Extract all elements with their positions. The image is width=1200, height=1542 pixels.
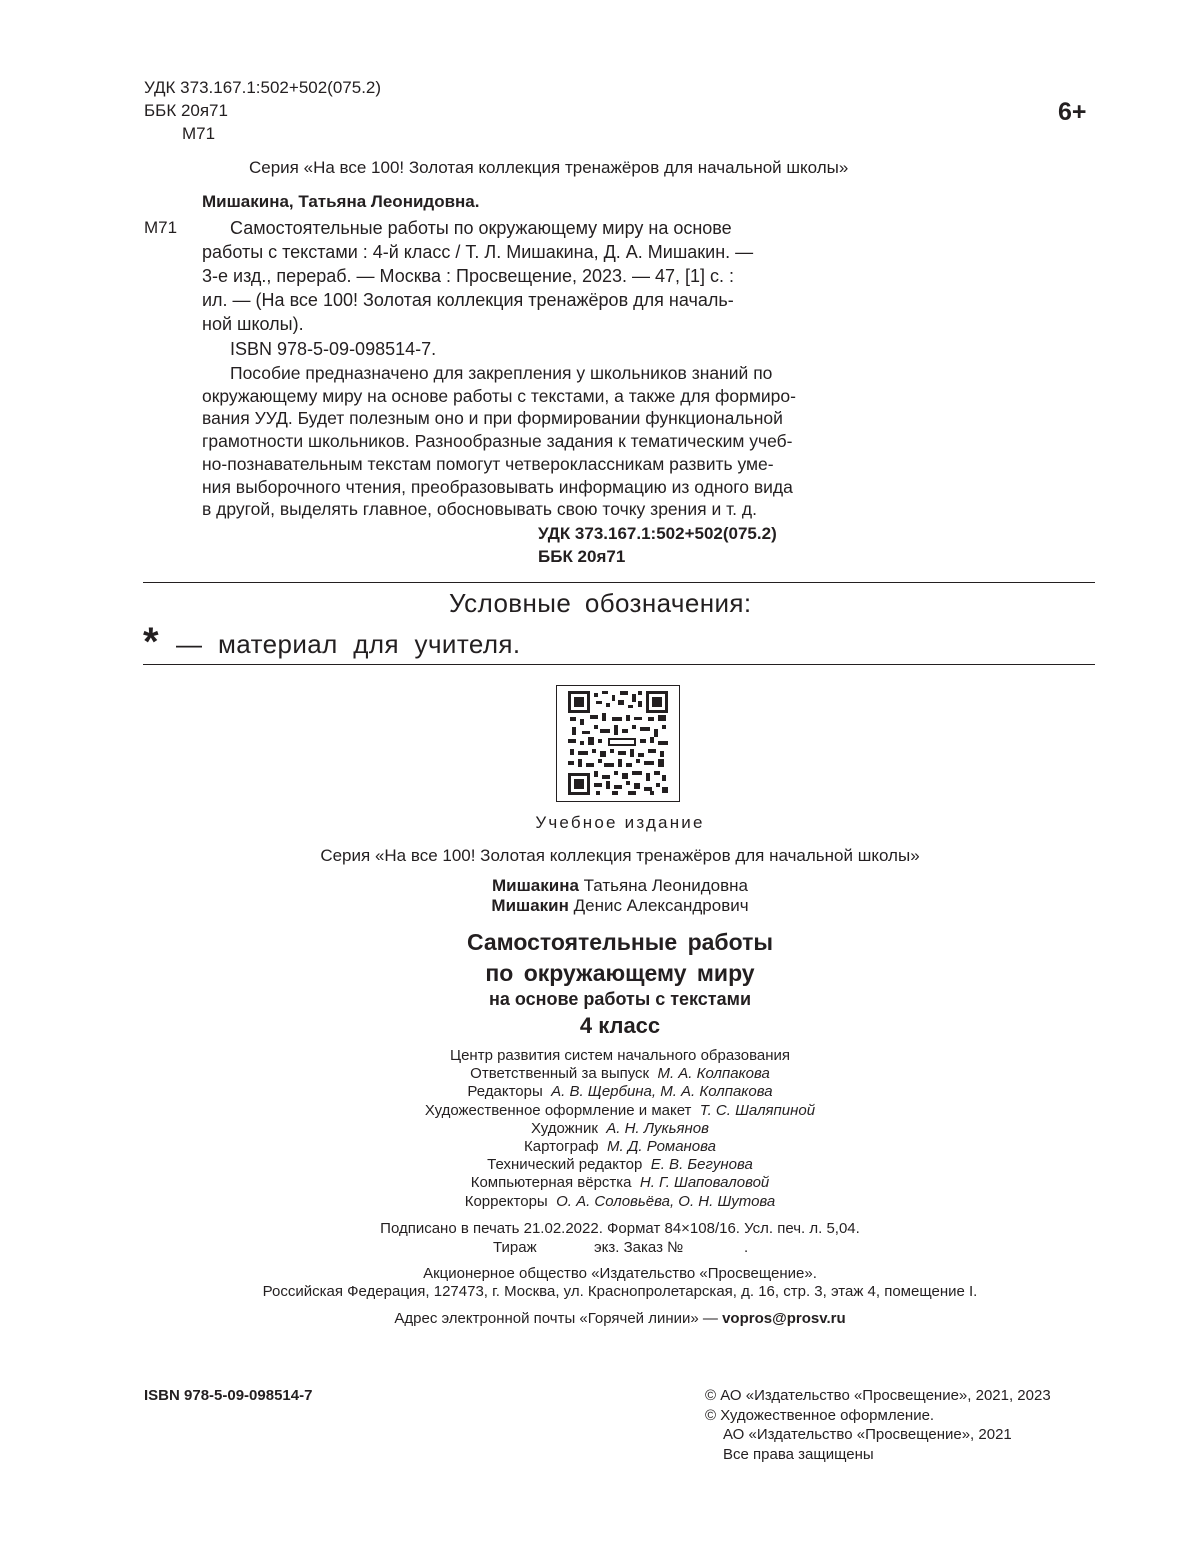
credit-line [300, 1138, 940, 1156]
order-period: . [744, 1239, 749, 1256]
copyright-line: АО «Издательство «Просвещение», 2021 [723, 1426, 1012, 1443]
author-sign-code: М71 [182, 124, 216, 143]
publisher-name: Акционерное общество «Издательство «Просвещение». [423, 1265, 817, 1282]
record-line: работы с текстами : 4-й класс / Т. Л. Мишакина, Д. А. Мишакин. — [202, 242, 754, 262]
copyright-line: © Художественное оформление. [705, 1406, 935, 1424]
hotline [0, 1310, 1200, 1327]
record-udk-bold: УДК 373.167.1:502+502(075.2) [538, 524, 777, 543]
annotation-line: вания УУД. Будет полезным оно и при формировании функциональной [202, 408, 783, 429]
hotline-email: vopros@prosv.ru [722, 1310, 846, 1327]
signed-for-print: Подписано в печать 21.02.2022. Формат 84×108/16. Усл. печ. л. 5,04. [380, 1220, 860, 1237]
age-rating: 6+ [1058, 98, 1087, 126]
author-1-name: Татьяна Леонидовна [583, 876, 748, 895]
annotation-line: ния выборочного чтения, преобразовывать информацию из одного вида [202, 476, 793, 497]
credits-block [300, 1047, 940, 1211]
credit-line [300, 1120, 940, 1138]
book-subtitle: на основе работы с текстами [488, 989, 752, 1009]
record-isbn: ISBN 978-5-09-098514-7. [230, 339, 437, 359]
annotation-line: грамотности школьников. Разнообразные задания к тематическим учеб- [202, 431, 793, 452]
credit-line [300, 1193, 940, 1211]
credits-center: Центр развития систем начального образования [449, 1047, 790, 1064]
record-description [202, 216, 842, 336]
record-bbk-bold: ББК 20я71 [538, 547, 626, 566]
author-1 [0, 876, 1200, 896]
record-line: Самостоятельные работы по окружающему миру на основе [230, 218, 732, 238]
credit-person: М. А. Колпакова [657, 1065, 770, 1083]
qr-code-icon [568, 691, 668, 795]
credit-role: Художник [531, 1119, 598, 1137]
credit-line [300, 1174, 940, 1192]
copyright-line: © АО «Издательство «Просвещение», 2021, 2023 [705, 1387, 1051, 1404]
credit-person: Н. Г. Шаповаловой [639, 1174, 770, 1192]
credit-person: А. В. Щербина, М. А. Колпакова [551, 1083, 773, 1101]
bbk-code: ББК 20я71 [144, 101, 228, 120]
annotation-line: Пособие предназначено для закрепления у школьников знаний по [230, 363, 773, 383]
udk-code: УДК 373.167.1:502+502(075.2) [144, 78, 382, 97]
divider-bottom [143, 664, 1095, 665]
author-2-name: Денис Александрович [573, 896, 749, 915]
qr-code [556, 685, 680, 802]
credit-line [300, 1065, 940, 1083]
annotation-line: в другой, выделять главное, обосновывать свою точку зрения и т. д. [202, 499, 757, 520]
footer-isbn: ISBN 978-5-09-098514-7 [144, 1387, 313, 1404]
annotation-line: но-познавательным текстам помогут четвероклассникам развить уме- [202, 453, 774, 474]
credit-person: Е. В. Бегунова [650, 1156, 753, 1174]
book-title-line-1: Самостоятельные работы [466, 929, 773, 955]
author-2 [0, 896, 1200, 916]
record-code: М71 [144, 218, 178, 237]
credit-line [300, 1102, 940, 1120]
copies-order-label: экз. Заказ № [594, 1239, 684, 1256]
credit-role: Корректоры [464, 1192, 548, 1210]
credit-role: Художественное оформление и макет [424, 1101, 692, 1119]
record-line: 3-е изд., перераб. — Москва : Просвещение, 2023. — 47, [1] с. : [202, 266, 735, 286]
edition-type: Учебное издание [535, 813, 705, 832]
series-top: Серия «На все 100! Золотая коллекция тренажёров для начальной школы» [249, 158, 849, 177]
record-line: ной школы). [202, 314, 304, 334]
print-run-label: Тираж [493, 1239, 537, 1256]
credit-person: А. Н. Лукьянов [606, 1119, 709, 1137]
book-title-line-2: по окружающему миру [485, 960, 755, 986]
hotline-label: Адрес электронной почты «Горячей линии» — [394, 1310, 718, 1327]
publisher-address: Российская Федерация, 127473, г. Москва, ул. Краснопролетарская, д. 16, стр. 3, этаж 4, помещение I. [262, 1283, 978, 1300]
annotation-line: окружающему миру на основе работы с текстами, а также для формиро- [202, 385, 796, 406]
credit-line [300, 1083, 940, 1101]
legend-text: — материал для учителя. [176, 629, 521, 659]
credit-line [300, 1156, 940, 1174]
credit-person: Т. С. Шаляпиной [699, 1101, 816, 1119]
copyright-line: Все права защищены [723, 1445, 874, 1463]
author-2-surname: Мишакин [491, 896, 569, 915]
record-author-heading: Мишакина, Татьяна Леонидовна. [202, 192, 480, 211]
credit-person: О. А. Соловьёва, О. Н. Шутова [556, 1192, 776, 1210]
credit-role: Картограф [524, 1138, 599, 1156]
record-annotation [202, 362, 842, 521]
legend-title: Условные обозначения: [449, 588, 752, 618]
series-imprint: Серия «На все 100! Золотая коллекция тренажёров для начальной школы» [320, 846, 920, 865]
divider-top [143, 582, 1095, 583]
credit-role: Ответственный за выпуск [470, 1065, 650, 1083]
record-line: ил. — (На все 100! Золотая коллекция тренажёров для началь- [202, 290, 734, 310]
author-1-surname: Мишакина [492, 876, 579, 895]
credit-person: М. Д. Романова [607, 1138, 716, 1156]
credit-role: Компьютерная вёрстка [470, 1174, 632, 1192]
copyright-block [705, 1386, 1051, 1464]
credit-role: Редакторы [467, 1083, 543, 1101]
legend-star-icon: * [143, 620, 159, 664]
credit-role: Технический редактор [487, 1156, 643, 1174]
book-grade: 4 класс [579, 1013, 661, 1038]
